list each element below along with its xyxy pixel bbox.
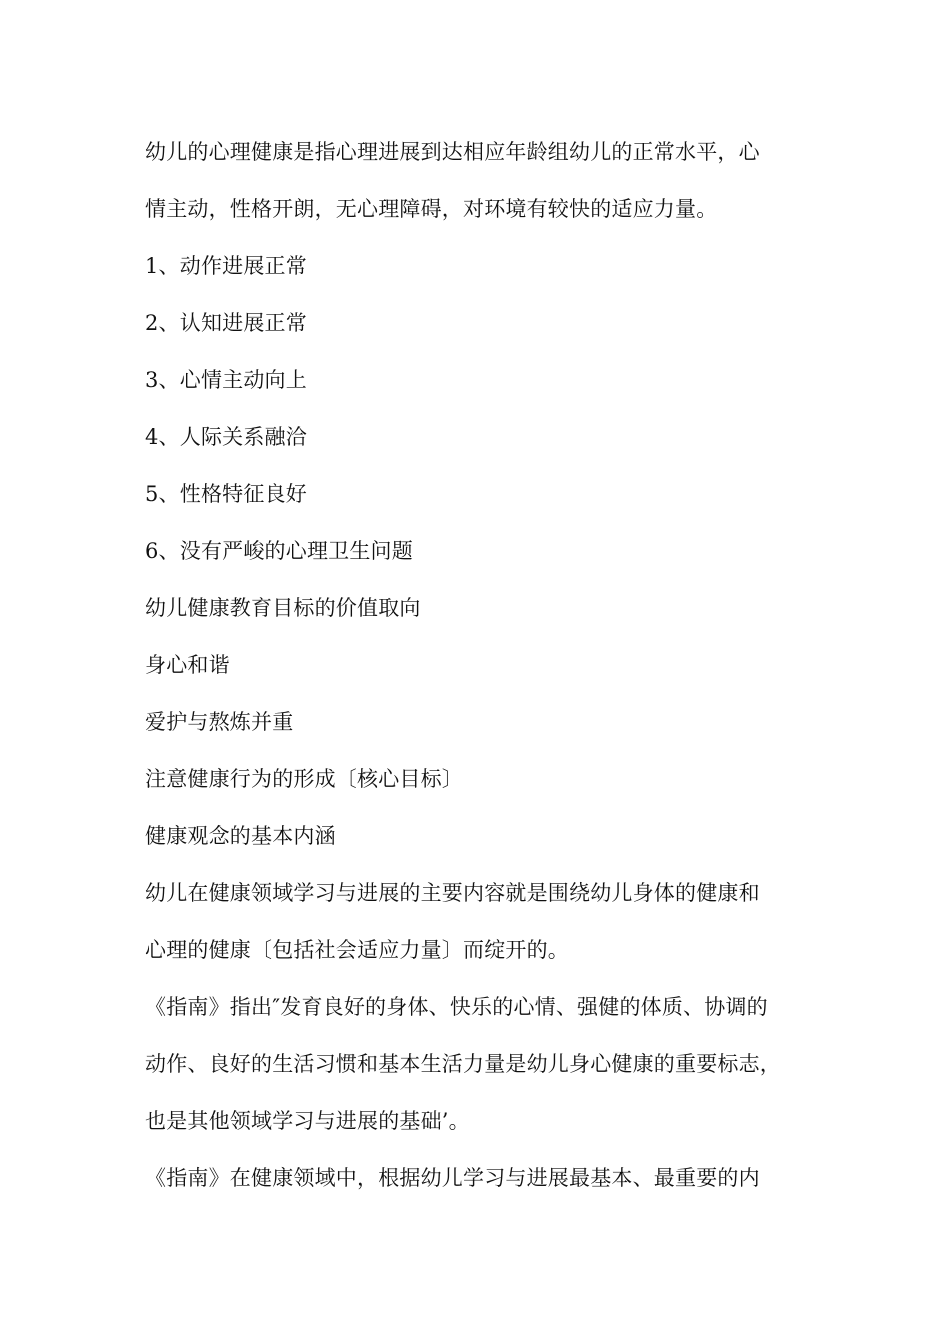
text-line: 情主动，性格开朗，无心理障碍，对环境有较快的适应力量。 <box>145 197 718 221</box>
list-item: 3、心情主动向上 <box>145 368 307 392</box>
text-line: 注意健康行为的形成〔核心目标〕 <box>145 767 463 791</box>
list-item: 4、人际关系融洽 <box>145 425 307 449</box>
text-line: 心理的健康〔包括社会适应力量〕而绽开的。 <box>145 938 569 962</box>
section-heading: 健康观念的基本内涵 <box>145 824 336 848</box>
text-line: 也是其他领域学习与进展的基础’。 <box>145 1109 470 1133</box>
text-line: 《指南》指出″发育良好的身体、快乐的心情、强健的体质、协调的 <box>145 995 768 1019</box>
list-item: 5、性格特征良好 <box>145 482 307 506</box>
list-item: 6、没有严峻的心理卫生问题 <box>145 539 413 563</box>
list-item: 1、动作进展正常 <box>145 254 307 278</box>
text-line: 动作、良好的生活习惯和基本生活力量是幼儿身心健康的重要标志， <box>145 1052 781 1076</box>
text-line: 《指南》在健康领域中，根据幼儿学习与进展最基本、最重要的内 <box>145 1166 760 1190</box>
text-line: 爱护与熬炼并重 <box>145 710 294 734</box>
section-heading: 幼儿健康教育目标的价值取向 <box>145 596 421 620</box>
list-item: 2、认知进展正常 <box>145 311 307 335</box>
text-line: 幼儿在健康领域学习与进展的主要内容就是围绕幼儿身体的健康和 <box>145 881 760 905</box>
text-line: 幼儿的心理健康是指心理进展到达相应年龄组幼儿的正常水平，心 <box>145 140 760 164</box>
text-line: 身心和谐 <box>145 653 230 677</box>
